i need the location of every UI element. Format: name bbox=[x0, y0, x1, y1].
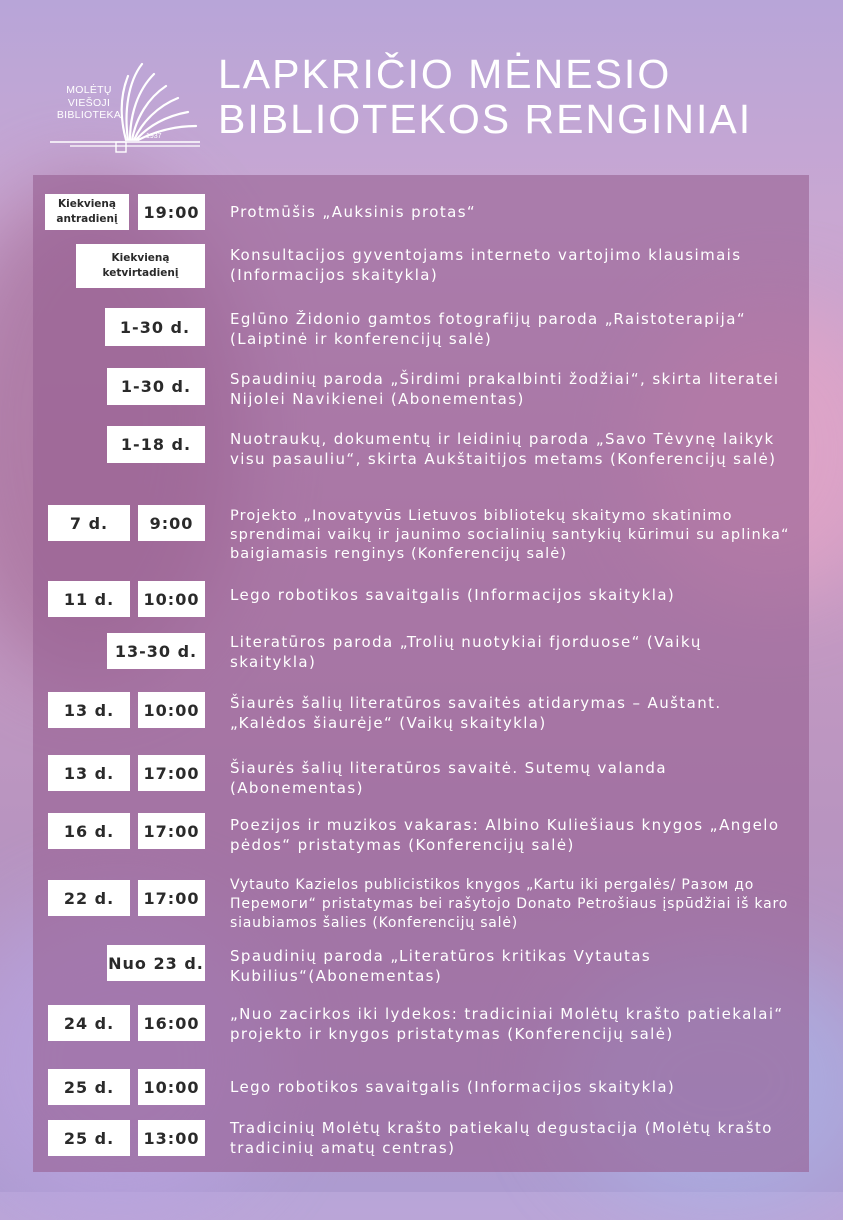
library-logo bbox=[50, 62, 210, 152]
logo-name bbox=[50, 84, 128, 122]
date-box bbox=[48, 1120, 130, 1156]
date-box bbox=[48, 755, 130, 791]
time-box bbox=[138, 880, 205, 916]
date-box bbox=[107, 945, 205, 981]
date-label: 7 d. bbox=[69, 513, 109, 533]
logo-line: VIEŠOJI bbox=[67, 96, 111, 109]
date-box bbox=[105, 308, 205, 346]
date-label: Kiekvieną ketvirtadienį bbox=[102, 252, 179, 279]
time-box bbox=[138, 581, 205, 617]
time-box bbox=[138, 1005, 205, 1041]
title-line-1: LAPKRIČIO MĖNESIO bbox=[218, 51, 672, 97]
time-label: 13:00 bbox=[143, 1128, 200, 1148]
time-label: 10:00 bbox=[143, 589, 200, 609]
time-label: 10:00 bbox=[143, 700, 200, 720]
date-label: 1-30 d. bbox=[120, 377, 192, 396]
event-description: Projekto „Inovatyvūs Lietuvos bibliotekų skaitymo skatinimo sprendimai vaikų ir jaunimo socialinių santykių kūrimui su aplinka“ baigiamasis renginys (Konferencijų salė) bbox=[230, 508, 790, 562]
date-box bbox=[48, 813, 130, 849]
date-label: Kiekvieną antradienį bbox=[56, 198, 118, 225]
date-label: 13 d. bbox=[63, 763, 115, 783]
event-description: Spaudinių paroda „Literatūros kritikas Vytautas Kubilius“(Abonementas) bbox=[230, 947, 652, 985]
event-description: „Nuo zacirkos iki lydekos: tradiciniai Molėtų krašto patiekalai“ projekto ir knygos pristatymas (Konferencijų salė) bbox=[230, 1005, 784, 1043]
logo-line: MOLĖTŲ bbox=[66, 84, 112, 96]
date-label: 1-18 d. bbox=[120, 435, 192, 454]
title-line-2: BIBLIOTEKOS RENGINIAI bbox=[218, 96, 753, 142]
time-box bbox=[138, 813, 205, 849]
date-box bbox=[107, 426, 205, 463]
time-label: 10:00 bbox=[143, 1077, 200, 1097]
time-label: 17:00 bbox=[143, 763, 200, 783]
event-description: Protmūšis „Auksinis protas“ bbox=[230, 203, 477, 221]
time-label: 19:00 bbox=[143, 202, 200, 222]
date-box bbox=[107, 368, 205, 405]
date-label: Nuo 23 d. bbox=[108, 953, 204, 973]
date-box bbox=[48, 1069, 130, 1105]
time-box bbox=[138, 1069, 205, 1105]
time-box bbox=[138, 194, 205, 230]
event-description: Šiaurės šalių literatūros savaitės atidarymas – Auštant. „Kalėdos šiaurėje“ (Vaikų skaitykla) bbox=[230, 694, 722, 732]
date-box bbox=[48, 692, 130, 728]
logo-line: BIBLIOTEKA bbox=[56, 109, 122, 121]
date-label: 13-30 d. bbox=[114, 641, 198, 661]
event-description: Lego robotikos savaitgalis (Informacijos skaitykla) bbox=[230, 1078, 676, 1096]
event-description: Poezijos ir muzikos vakaras: Albino Kuliešiaus knygos „Angelo pėdos“ pristatymas (Konferencijų salė) bbox=[230, 816, 780, 854]
date-box bbox=[48, 880, 130, 916]
date-box bbox=[48, 505, 130, 541]
date-box bbox=[107, 633, 205, 669]
event-description: Konsultacijos gyventojams interneto vartojimo klausimais (Informacijos skaitykla) bbox=[230, 246, 742, 284]
event-description: Tradicinių Molėtų krašto patiekalų degustacija (Molėtų krašto tradicinių amatų centras) bbox=[230, 1119, 773, 1157]
time-box bbox=[138, 505, 205, 541]
date-label: 1-30 d. bbox=[119, 317, 191, 337]
date-label: 24 d. bbox=[63, 1013, 115, 1033]
event-description: Vytauto Kazielos publicistikos knygos „Kartu iki pergalės/ Разом до Перемоги“ pristatymas bei rašytojo Donato Petrošiaus įspūdžiai iš karo siaubiamos šalies (Konferencijų salė) bbox=[230, 877, 789, 931]
date-label: 25 d. bbox=[63, 1128, 115, 1148]
time-box bbox=[138, 1120, 205, 1156]
date-box bbox=[48, 1005, 130, 1041]
event-description: Spaudinių paroda „Širdimi prakalbinti žodžiai“, skirta literatei Nijolei Navikienei (Abonementas) bbox=[230, 370, 780, 408]
event-description: Nuotraukų, dokumentų ir leidinių paroda „Savo Tėvynę laikyk visu pasauliu“, skirta Aukštaitijos metams (Konferencijų salė) bbox=[230, 430, 777, 468]
time-box bbox=[138, 755, 205, 791]
date-label: 13 d. bbox=[63, 700, 115, 720]
date-label: 25 d. bbox=[63, 1077, 115, 1097]
time-label: 17:00 bbox=[143, 821, 200, 841]
event-description: Literatūros paroda „Trolių nuotykiai fjorduose“ (Vaikų skaitykla) bbox=[230, 633, 702, 671]
time-label: 16:00 bbox=[143, 1013, 200, 1033]
date-box bbox=[76, 244, 205, 288]
date-box bbox=[45, 194, 129, 230]
event-description: Šiaurės šalių literatūros savaitė. Sutemų valanda (Abonementas) bbox=[230, 759, 667, 797]
logo-year: 1937 bbox=[146, 133, 162, 140]
time-label: 9:00 bbox=[149, 513, 194, 533]
event-description: Eglūno Židonio gamtos fotografijų paroda „Raistoterapija“ (Laiptinė ir konferencijų salė) bbox=[230, 310, 747, 348]
time-label: 17:00 bbox=[143, 888, 200, 908]
date-label: 11 d. bbox=[63, 589, 115, 609]
date-label: 16 d. bbox=[63, 821, 115, 841]
date-box bbox=[48, 581, 130, 617]
page-title bbox=[218, 52, 752, 142]
date-label: 22 d. bbox=[63, 888, 115, 908]
time-box bbox=[138, 692, 205, 728]
event-description: Lego robotikos savaitgalis (Informacijos skaitykla) bbox=[230, 586, 676, 604]
